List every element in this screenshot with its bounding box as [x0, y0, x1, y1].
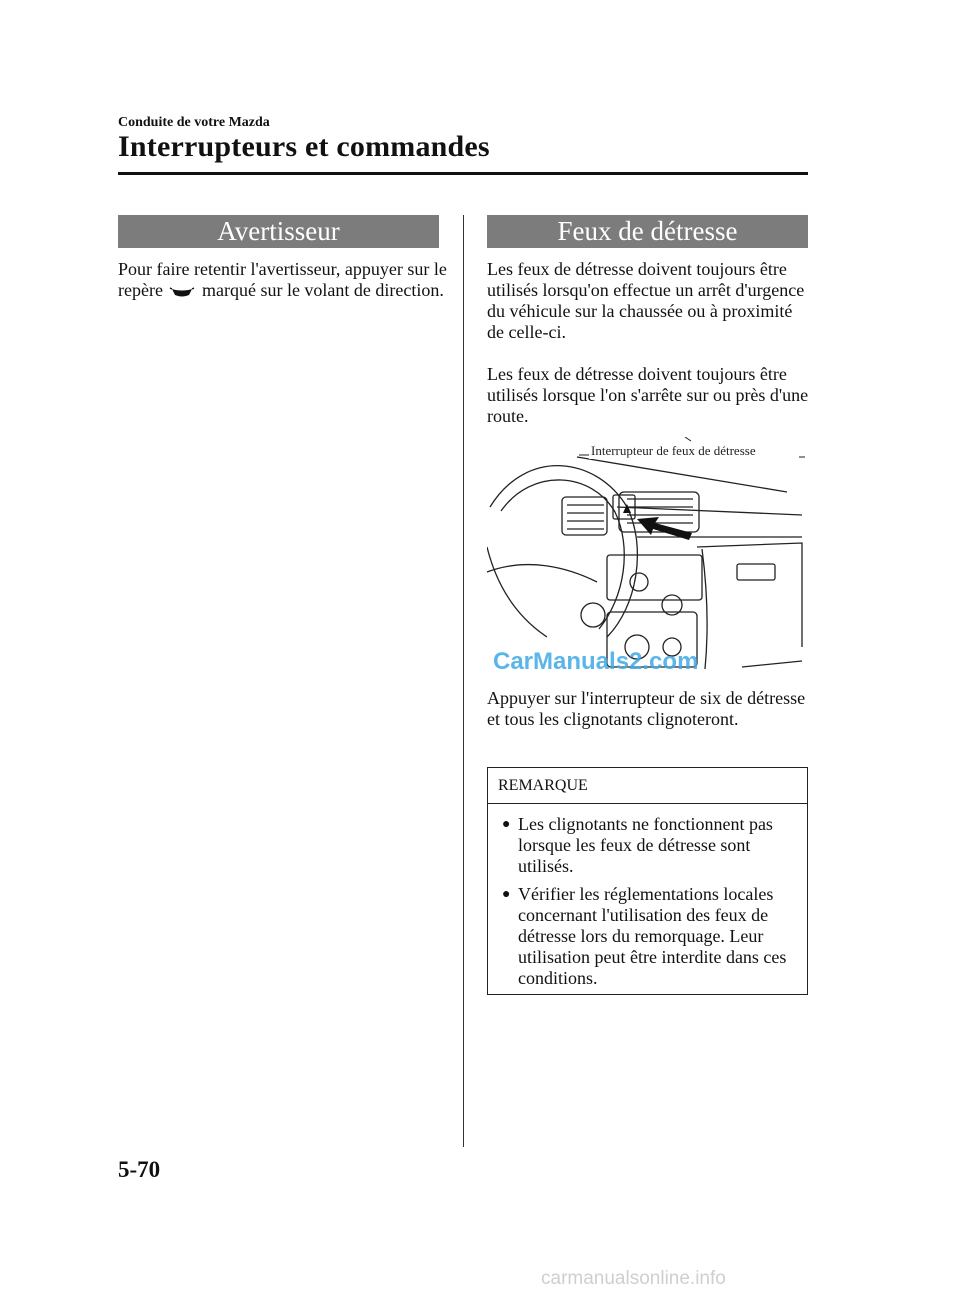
note-item	[498, 884, 798, 989]
figure-callout: Interrupteur de feux de détresse	[591, 443, 756, 458]
hazard-switch-illustration	[487, 437, 809, 677]
horn-text-after: marqué sur le volant de direction.	[201, 280, 444, 300]
horn-text-before: Pour faire retentir l'avertisseur, appuyer sur le repère	[118, 259, 447, 300]
note-title: REMARQUE	[488, 768, 807, 804]
hazard-heading: Feux de détresse	[487, 215, 808, 248]
bullet-icon: ●	[502, 817, 511, 832]
note-item-text: Les clignotants ne fonctionnent pas lorsque les feux de détresse sont utilisés.	[518, 814, 773, 876]
site-watermark: carmanualsonline.info	[541, 1268, 726, 1289]
horn-icon	[169, 285, 195, 299]
column-divider	[463, 215, 464, 1147]
hazard-paragraph-1: Les feux de détresse doivent toujours être utilisés lorsqu'on effectue un arrêt d'urgence du véhicule sur la chaussée ou à proximité de celle-ci.	[487, 259, 805, 342]
figure-watermark: CarManuals2.com	[493, 648, 699, 675]
horn-paragraph	[118, 259, 448, 301]
note-item	[498, 814, 798, 877]
horn-heading: Avertisseur	[118, 215, 439, 248]
hazard-paragraph-2: Les feux de détresse doivent toujours être utilisés lorsque l'on s'arrête sur ou près d'une route.	[487, 364, 809, 426]
hazard-paragraph-3: Appuyer sur l'interrupteur de six de détresse et tous les clignotants clignoteront.	[487, 688, 806, 729]
header-rule	[118, 172, 808, 175]
section-label: Conduite de votre Mazda	[118, 115, 270, 130]
chapter-title: Interrupteurs et commandes	[118, 130, 490, 163]
page-number: 5-70	[118, 1157, 161, 1182]
note-box	[487, 767, 808, 995]
note-item-text: Vérifier les réglementations locales concernant l'utilisation des feux de détresse lors du remorquage. Leur utilisation peut être interdite dans ces conditions.	[518, 884, 787, 988]
bullet-icon: ●	[502, 887, 511, 902]
